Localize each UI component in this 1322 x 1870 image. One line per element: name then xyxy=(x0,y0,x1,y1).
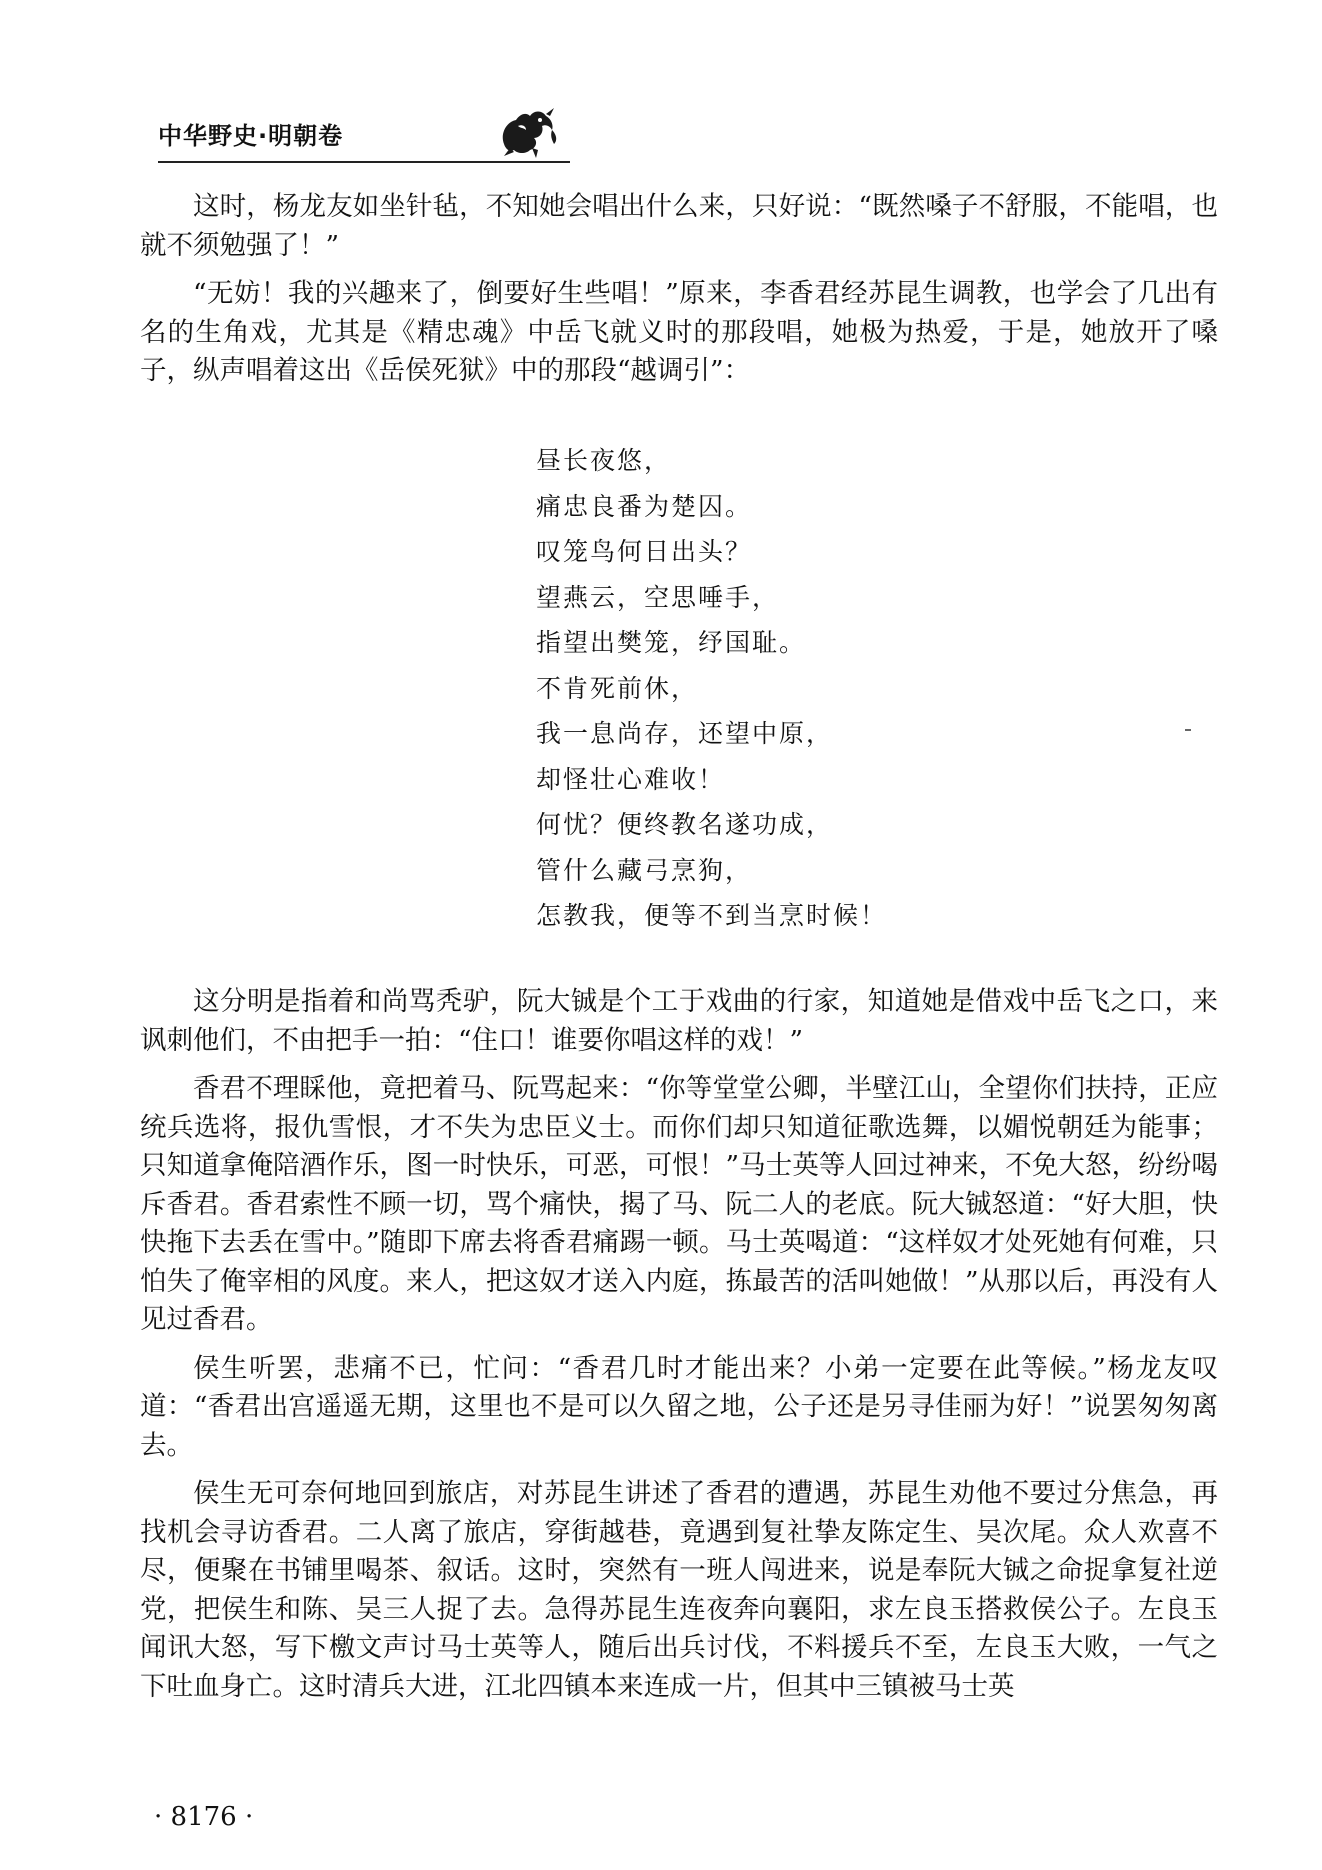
verse-line: 昼长夜悠， xyxy=(536,446,672,475)
verse-line: 何忧？便终教名遂功成， xyxy=(536,810,834,839)
dragon-emblem-icon xyxy=(496,104,560,160)
paragraph: 侯生无可奈何地回到旅店，对苏昆生讲述了香君的遭遇，苏昆生劝他不要过分焦急，再找机会寻访香君。二人离了旅店，穿街越巷，竟遇到复社挚友陈定生、吴次尾。众人欢喜不尽，便聚在书铺里喝茶、叙话。这时，突然有一班人闯进来，说是奉阮大铖之命捉拿复社逆党，把侯生和陈、吴三人捉了去。急得苏昆生连夜奔向襄阳，求左良玉搭救侯公子。左良玉闻讯大怒，写下檄文声讨马士英等人，随后出兵讨伐，不料援兵不至，左良玉大败，一气之下吐血身亡。这时清兵大进，江北四镇本来连成一片，但其中三镇被马士英 xyxy=(140,1478,1218,1702)
verse-line: 叹笼鸟何日出头？ xyxy=(536,537,753,566)
header-rule xyxy=(158,161,570,163)
paragraph: 侯生听罢，悲痛不已，忙问：“香君几时才能出来？小弟一定要在此等候。”杨龙友叹道：“香君出宫遥遥无期，这里也不是可以久留之地，公子还是另寻佳丽为好！”说罢匆匆离去。 xyxy=(140,1352,1218,1461)
paragraph: 香君不理睬他，竟把着马、阮骂起来：“你等堂堂公卿，半壁江山，全望你们扶持，正应统兵选将，报仇雪恨，才不失为忠臣义士。而你们却只知道征歌选舞，以媚悦朝廷为能事；只知道拿俺陪酒作乐，图一时快乐，可恶，可恨！”马士英等人回过神来，不免大怒，纷纷喝斥香君。香君索性不顾一切，骂个痛快，揭了马、阮二人的老底。阮大铖怒道：“好大胆，快快拖下去丢在雪中。”随即下席去将香君痛踢一顿。马士英喝道：“这样奴才处死她有何难，只怕失了俺宰相的风度。来人，把这奴才送入内庭，拣最苦的活叫她做！”从那以后，再没有人见过香君。 xyxy=(140,1073,1218,1335)
verse-line: 怎教我，便等不到当烹时候！ xyxy=(536,901,888,930)
running-header xyxy=(158,112,570,168)
verse-line: 望燕云，空思唾手， xyxy=(536,582,780,612)
body-text-bottom xyxy=(140,983,1218,1716)
verse-line: 管什么藏弓烹狗， xyxy=(536,855,753,885)
verse-line: 不肯死前休， xyxy=(536,673,699,703)
verse-line: 却怪壮心难收！ xyxy=(536,764,726,794)
paragraph: 这时，杨龙友如坐针毡，不知她会唱出什么来，只好说：“既然嗓子不舒服，不能唱，也就不须勉强了！” xyxy=(140,191,1218,261)
page-number: · 8176 · xyxy=(154,1802,254,1832)
scan-speck xyxy=(1185,729,1191,731)
paragraph: 这分明是指着和尚骂秃驴，阮大铖是个工于戏曲的行家，知道她是借戏中岳飞之口，来讽刺他们，不由把手一拍：“住口！谁要你唱这样的戏！” xyxy=(140,986,1218,1056)
paragraph: “无妨！我的兴趣来了，倒要好生些唱！”原来，李香君经苏昆生调教，也学会了几出有名的生角戏，尤其是《精忠魂》中岳飞就义时的那段唱，她极为热爱，于是，她放开了嗓子，纵声唱着这出《岳侯死狱》中的那段“越调引”： xyxy=(140,278,1218,386)
body-text-top xyxy=(140,188,1218,401)
verse-line: 指望出樊笼，纾国耻。 xyxy=(536,628,807,657)
verse-line: 痛忠良番为楚囚。 xyxy=(536,491,753,521)
verse-line: 我一息尚存，还望中原， xyxy=(536,719,834,748)
running-header-title: 中华野史·明朝卷 xyxy=(158,122,344,150)
verse-block xyxy=(536,438,1036,939)
